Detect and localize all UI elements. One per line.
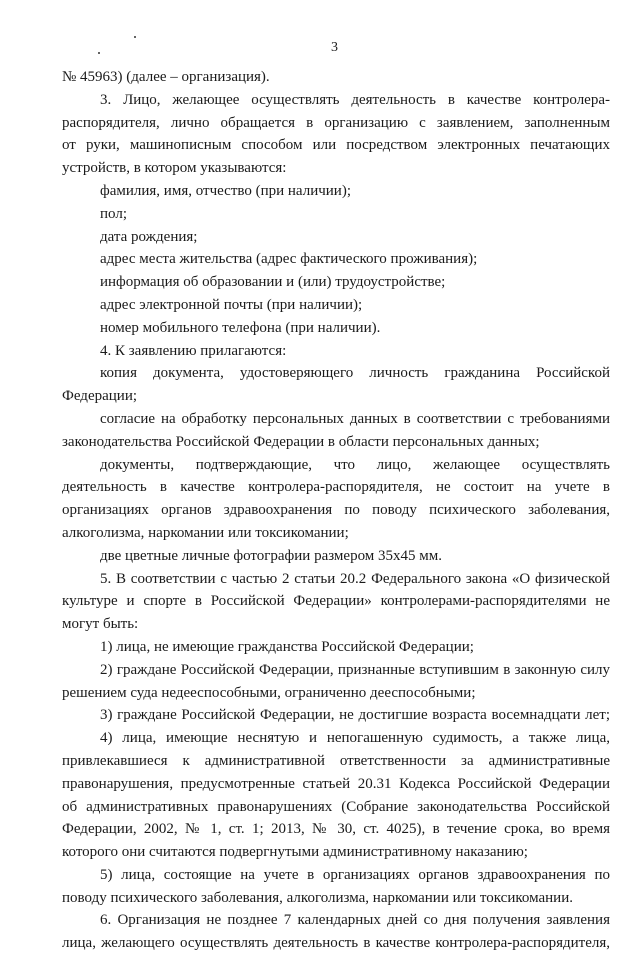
text-line: 6. Организация не позднее 7 календарных дней со дня получения заявления xyxy=(100,912,610,929)
text-line: законодательства Российской Федерации в области персональных данных; xyxy=(62,433,540,450)
text-line: которого они считаются подвергнутыми административному наказанию; xyxy=(62,844,528,861)
text-line: 5) лица, состоящие на учете в организациях органов здравоохранения по xyxy=(100,866,610,883)
text-line: распорядителя, лично обращается в организацию с заявлением, заполненным xyxy=(62,114,610,131)
document-body xyxy=(62,66,610,955)
text-line: алкоголизма, наркомании или токсикомании; xyxy=(62,524,349,541)
text-line: лица, желающего осуществлять деятельность в качестве контролера-распорядителя, xyxy=(62,935,610,952)
text-line: от руки, машинописным способом или посредством электронных печатающих xyxy=(62,137,610,154)
text-line: 3. Лицо, желающее осуществлять деятельность в качестве контролера- xyxy=(100,91,610,108)
text-line: 1) лица, не имеющие гражданства Российской Федерации; xyxy=(100,638,474,655)
text-line: поводу психического заболевания, алкоголизма, наркомании или токсикомании. xyxy=(62,889,573,906)
scan-speck xyxy=(134,36,136,38)
text-line: согласие на обработку персональных данных в соответствии с требованиями xyxy=(100,410,610,427)
text-line: адрес электронной почты (при наличии); xyxy=(100,296,363,313)
page-number: 3 xyxy=(331,40,338,55)
text-line: 4. К заявлению прилагаются: xyxy=(100,342,287,359)
text-line: дата рождения; xyxy=(100,228,198,245)
text-line: номер мобильного телефона (при наличии). xyxy=(100,319,381,336)
text-line: № 45963) (далее – организация). xyxy=(62,69,270,85)
text-line: деятельность в качестве контролера-распорядителя, не состоит на учете в xyxy=(62,479,610,496)
text-line: информация об образовании и (или) трудоустройстве; xyxy=(100,274,446,291)
text-line: устройств, в котором указываются: xyxy=(62,160,287,177)
text-line: пол; xyxy=(100,205,127,222)
text-line: две цветные личные фотографии размером 35х45 мм. xyxy=(100,547,443,564)
text-line: Федерации; xyxy=(62,388,138,405)
text-line: организациях органов здравоохранения по поводу психического заболевания, xyxy=(62,502,610,519)
text-line: 3) граждане Российской Федерации, не достигшие возраста восемнадцати лет; xyxy=(100,707,610,724)
text-line: привлекавшиеся к административной ответственности за административные xyxy=(62,752,610,769)
scan-speck xyxy=(98,52,100,54)
text-line: об административных правонарушениях (Собрание законодательства Российской xyxy=(62,798,610,815)
text-line: документы, подтверждающие, что лицо, желающее осуществлять xyxy=(100,456,610,473)
text-line: культуре и спорте в Российской Федерации» контролерами-распорядителями не xyxy=(62,593,610,610)
text-line: 5. В соответствии с частью 2 статьи 20.2 Федерального закона «О физической xyxy=(100,570,610,587)
text-line: фамилия, имя, отчество (при наличии); xyxy=(100,182,351,199)
text-line: правонарушения, предусмотренные статьей 20.31 Кодекса Российской Федерации xyxy=(62,775,610,792)
text-line: копия документа, удостоверяющего личность гражданина Российской xyxy=(100,365,610,382)
text-line: Федерации, 2002, № 1, ст. 1; 2013, № 30, ст. 4025), в течение срока, во время xyxy=(62,821,610,838)
text-line: решением суда недееспособными, ограниченно дееспособными; xyxy=(62,684,476,701)
text-line: 2) граждане Российской Федерации, признанные вступившим в законную силу xyxy=(100,661,610,678)
text-line: могут быть: xyxy=(62,616,139,633)
text-line: адрес места жительства (адрес фактического проживания); xyxy=(100,251,478,268)
text-line: 4) лица, имеющие неснятую и непогашенную судимость, а также лица, xyxy=(100,730,610,747)
